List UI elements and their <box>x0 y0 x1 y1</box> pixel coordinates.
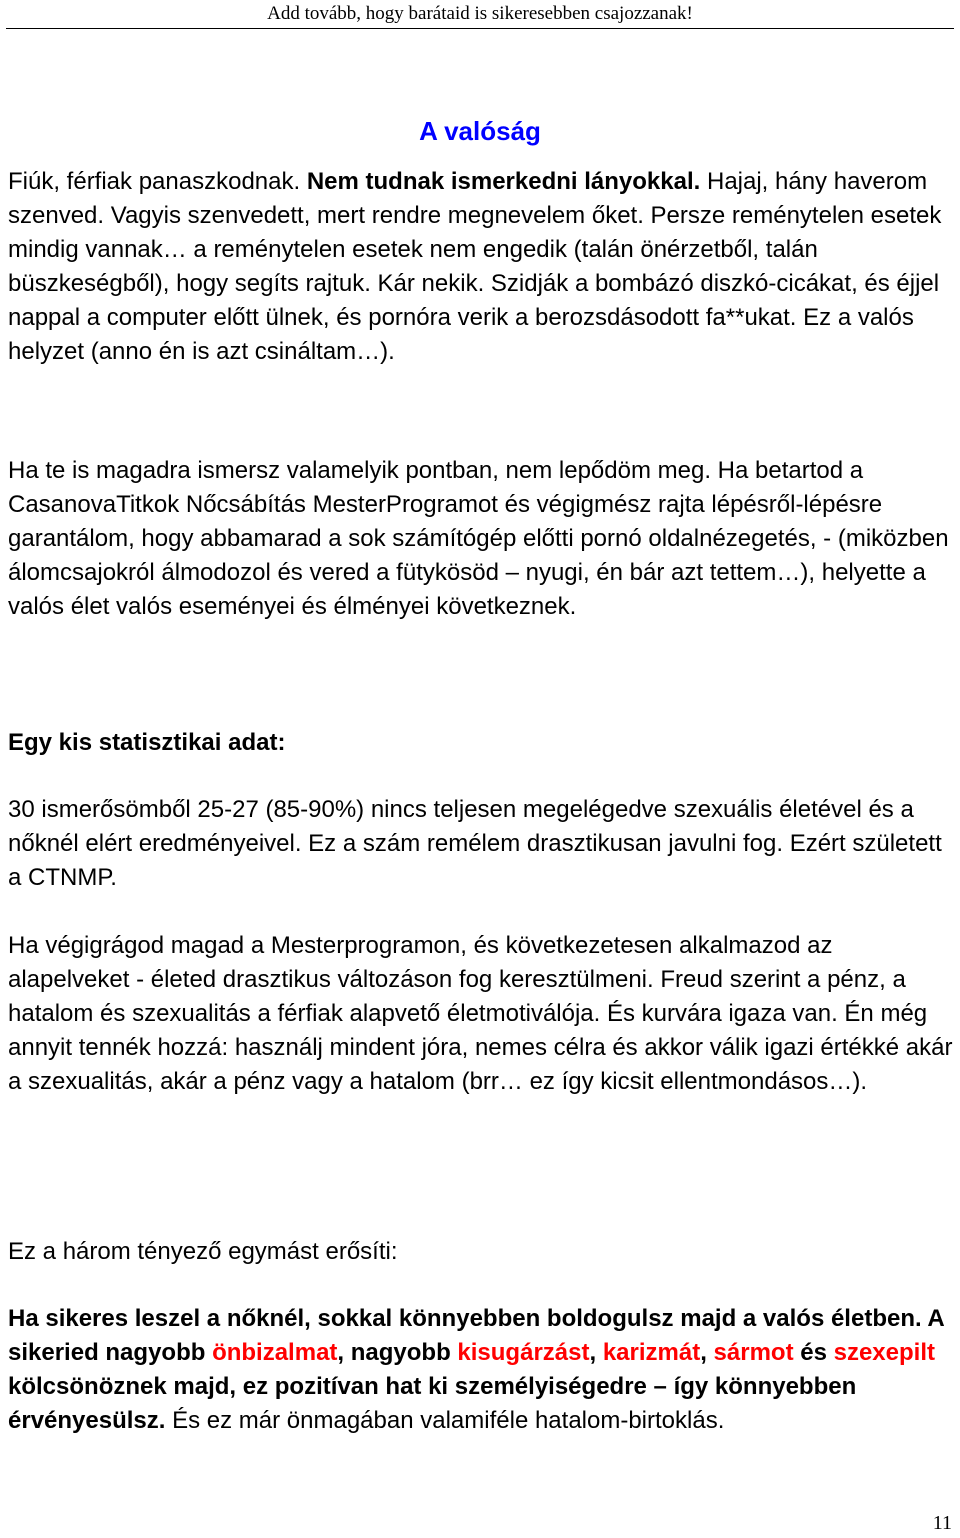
header-divider <box>6 28 954 29</box>
paragraph-recognize: Ha te is magadra ismersz valamelyik pontban, nem lepődöm meg. Ha betartod a CasanovaTitkok Nőcsábítás MesterProgramot és végigmész rajta lépésről-lépésre garantálom, hogy abbamarad a sok számítógép előtti pornó oldalnézegetés, - (miközben álomcsajokról álmodozol és vered a fütykösöd – nyugi, én bár azt tettem…), helyette a valós élet valós eseményei és élményei következnek. <box>8 457 949 620</box>
paragraph-three-factors: Ez a három tényező egymást erősíti: <box>8 1238 398 1265</box>
highlight-confidence: önbizalmat <box>212 1339 338 1366</box>
page-header: Add tovább, hogy barátaid is sikeresebben csajozzanak! <box>267 3 693 24</box>
page-number: 11 <box>932 1512 952 1534</box>
paragraph-intro: Fiúk, férfiak panaszkodnak. Nem tudnak ismerkedni lányokkal. Hajaj, hány haverom szenved. Vagyis szenvedett, mert rendre megnevelem őket. Persze reménytelen esetek mindig vannak… a reménytelen esetek nem engedik (talán önérzetből, talán büszkeségből), hogy segíts rajtuk. Kár nekik. Szidják a bombázó diszkó-cicákat, és éjjel nappal a computer előtt ülnek, és pornóra verik a berozsdásodott fa**ukat. Ez a valós helyzet (anno én is azt csináltam…). <box>8 168 942 365</box>
highlight-sex-appeal: szexepilt <box>833 1339 935 1366</box>
highlight-charisma: karizmát <box>602 1339 701 1366</box>
highlight-charm: sármot <box>713 1339 794 1366</box>
paragraph-masterprogram: Ha végigrágod magad a Mesterprogramon, és következetesen alkalmazod az alapelveket - életed drasztikus változáson fog keresztülmeni. Freud szerint a pénz, a hatalom és szexualitás a férfiak alapvető életmotiválója. És kurvára igaza van. Én még annyit tennék hozzá: használj mindent jóra, nemes célra és akkor válik igazi értékké akár a szexualitás, akár a pénz vagy a hatalom (brr… ez így kicsit ellentmondásos…). <box>8 932 953 1095</box>
paragraph-success: Ha sikeres leszel a nőknél, sokkal könnyebben boldogulsz majd a valós életben. A sikeried nagyobb önbizalmat, nagyobb kisugárzást, karizmát, sármot és szexepilt kölcsönöznek majd, ez pozitívan hat ki személyiségedre – így könnyebben érvényesülsz. És ez már önmagában valamiféle hatalom-birtoklás. <box>8 1305 944 1434</box>
stat-heading: Egy kis statisztikai adat: <box>8 729 286 756</box>
emphasis-text: Nem tudnak ismerkedni lányokkal. <box>306 168 701 195</box>
paragraph-statistics: 30 ismerősömből 25-27 (85-90%) nincs teljesen megelégedve szexuális életével és a nőknél elért eredményeivel. Ez a szám remélem drasztikusan javulni fog. Ezért született a CTNMP. <box>8 796 942 891</box>
highlight-radiance: kisugárzást <box>457 1339 590 1366</box>
section-title: A valóság <box>419 116 541 146</box>
